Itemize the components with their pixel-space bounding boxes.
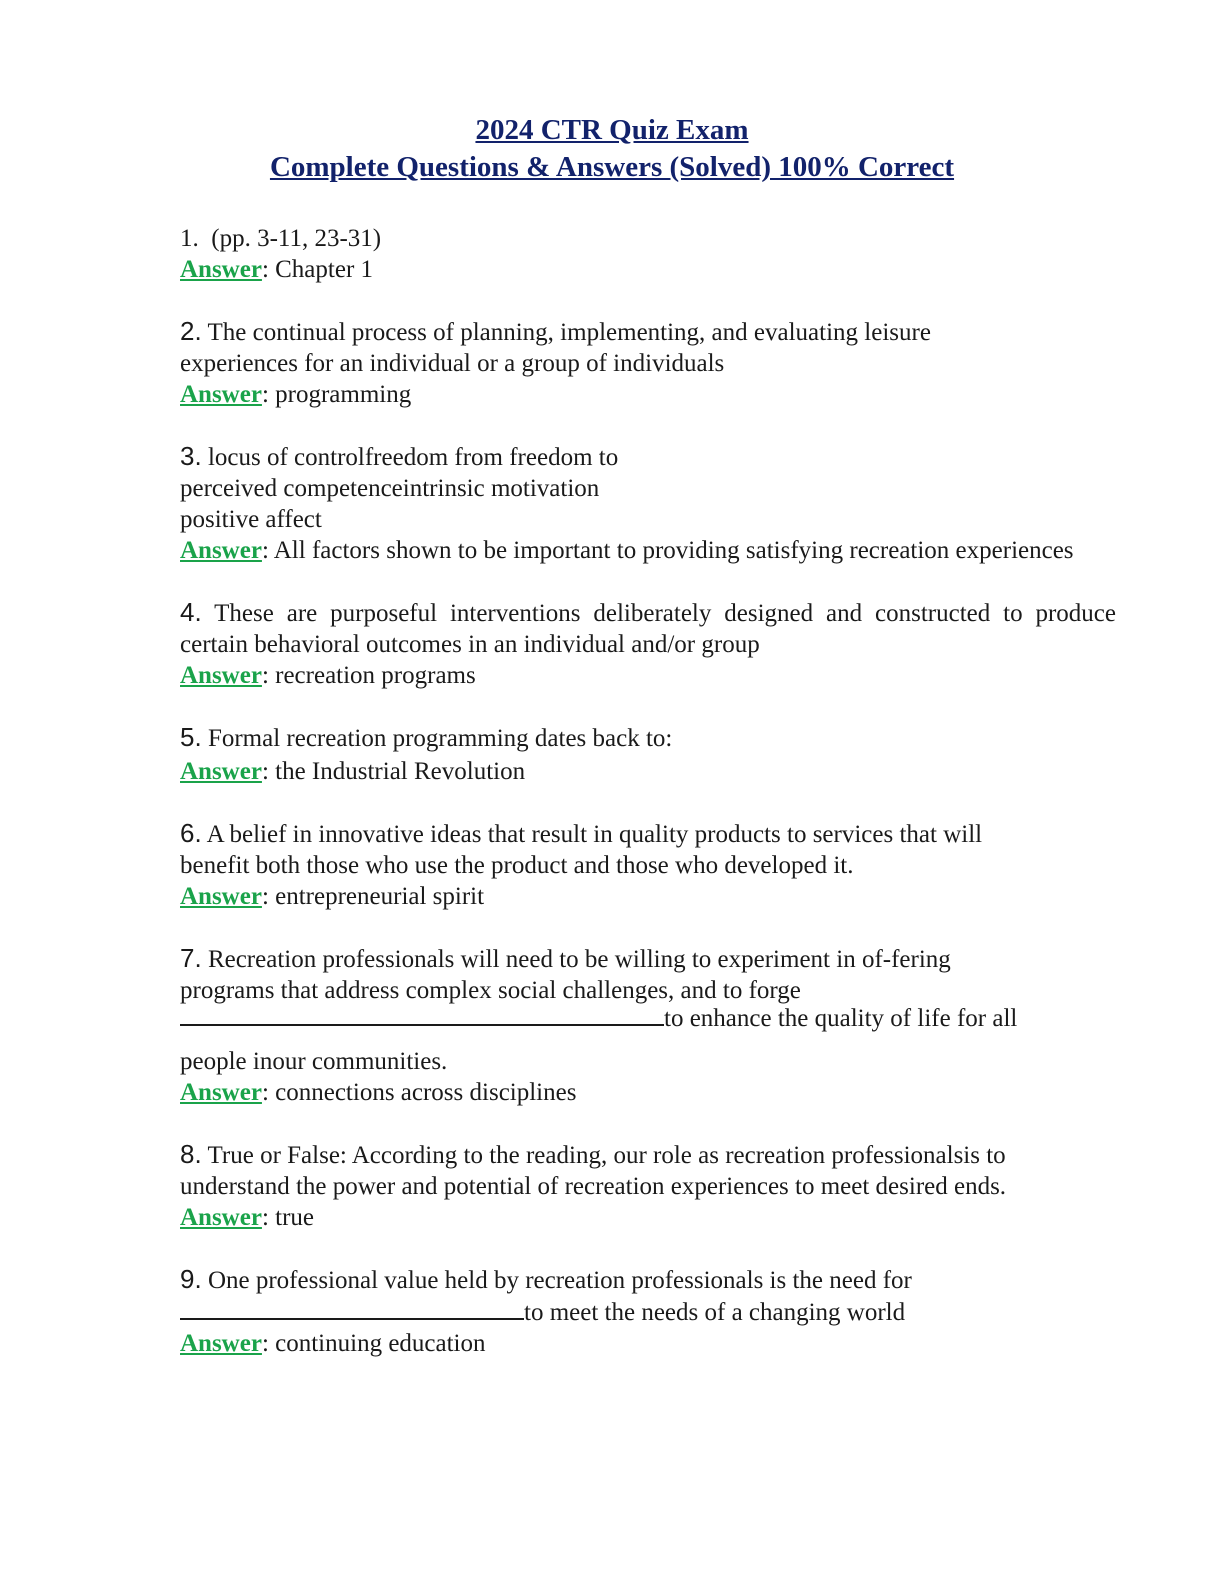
- question-text: A belief in innovative ideas that result in quality products to services that will: [206, 821, 983, 848]
- question-number: 7.: [180, 943, 202, 973]
- answer-label: Answer: [180, 381, 262, 408]
- document-subtitle: Complete Questions & Answers (Solved) 100% Correct: [269, 151, 955, 183]
- question-text: programs that address complex social challenges, and to forge: [180, 977, 801, 1004]
- question-number: 3.: [180, 441, 202, 471]
- answer-text: : recreation programs: [261, 662, 476, 689]
- question-6: [180, 818, 1116, 912]
- question-text: people inour communities.: [180, 1048, 448, 1075]
- answer-line: [180, 756, 1116, 787]
- answer-label: Answer: [180, 1330, 262, 1357]
- question-7: [180, 943, 1116, 1108]
- question-2: [180, 316, 1116, 410]
- answer-text: : Chapter 1: [261, 256, 374, 283]
- answer-label: Answer: [180, 1079, 262, 1106]
- question-text: benefit both those who use the product and those who developed it.: [180, 852, 854, 879]
- answer-line: [180, 379, 1116, 410]
- question-text: One professional value held by recreation professionals is the need for: [207, 1267, 912, 1294]
- question-number: 1.: [180, 225, 199, 252]
- answer-label: Answer: [180, 1204, 262, 1231]
- document-title: 2024 CTR Quiz Exam: [475, 114, 749, 146]
- answer-label: Answer: [180, 537, 262, 564]
- fill-in-blank: [180, 1002, 664, 1026]
- question-1: [180, 223, 1116, 285]
- answer-label: Answer: [180, 883, 262, 910]
- question-number: 8.: [180, 1139, 202, 1169]
- question-text: perceived competenceintrinsic motivation: [180, 475, 600, 502]
- answer-text: : true: [261, 1204, 315, 1231]
- answer-text: : programming: [261, 381, 412, 408]
- question-text: Formal recreation programming dates back to:: [207, 725, 673, 752]
- answer-label: Answer: [180, 662, 262, 689]
- answer-text: : continuing education: [261, 1330, 486, 1357]
- question-4: [180, 597, 1116, 691]
- question-text: True or False: According to the reading, our role as recreation professionalsis to: [207, 1142, 1006, 1169]
- question-text: positive affect: [180, 506, 322, 533]
- question-text: to enhance the quality of life for all: [664, 1005, 1018, 1032]
- answer-line: [180, 1202, 1116, 1233]
- answer-line: [180, 254, 1116, 285]
- answer-text: : entrepreneurial spirit: [261, 883, 485, 910]
- answer-text: : the Industrial Revolution: [261, 758, 526, 785]
- question-8: [180, 1139, 1116, 1233]
- answer-line: [180, 881, 1116, 912]
- question-9: [180, 1264, 1116, 1359]
- question-5: [180, 722, 1116, 787]
- question-text: These are purposeful interventions deliberately designed and constructed to produce certain behavioral outcomes in an individual and/or group: [180, 600, 1116, 658]
- question-text: (pp. 3-11, 23-31): [211, 225, 382, 252]
- question-number: 2.: [180, 316, 202, 346]
- fill-in-blank: [180, 1296, 524, 1320]
- question-number: 6.: [180, 818, 202, 848]
- answer-line: [180, 1077, 1116, 1108]
- question-text: experiences for an individual or a group of individuals: [180, 350, 725, 377]
- document-header: [0, 112, 1224, 186]
- answer-text: : connections across disciplines: [261, 1079, 577, 1106]
- answer-label: Answer: [180, 256, 262, 283]
- question-text: understand the power and potential of recreation experiences to meet desired ends.: [180, 1173, 1007, 1200]
- answer-label: Answer: [180, 758, 262, 785]
- question-number: 9.: [180, 1264, 202, 1294]
- answer-line: [180, 660, 1116, 691]
- question-number: 5.: [180, 722, 202, 752]
- answer-line: [180, 1328, 1116, 1359]
- answer-line: [180, 535, 1116, 566]
- question-3: [180, 441, 1116, 566]
- question-list: [180, 223, 1116, 1390]
- question-text: to meet the needs of a changing world: [524, 1299, 906, 1326]
- question-number: 4.: [180, 597, 202, 627]
- answer-text: : All factors shown to be important to providing satisfying recreation experiences: [261, 537, 1074, 564]
- question-text: The continual process of planning, implementing, and evaluating leisure: [207, 319, 931, 346]
- question-text: locus of controlfreedom from freedom to: [207, 444, 619, 471]
- question-text: Recreation professionals will need to be willing to experiment in of-fering: [207, 946, 951, 973]
